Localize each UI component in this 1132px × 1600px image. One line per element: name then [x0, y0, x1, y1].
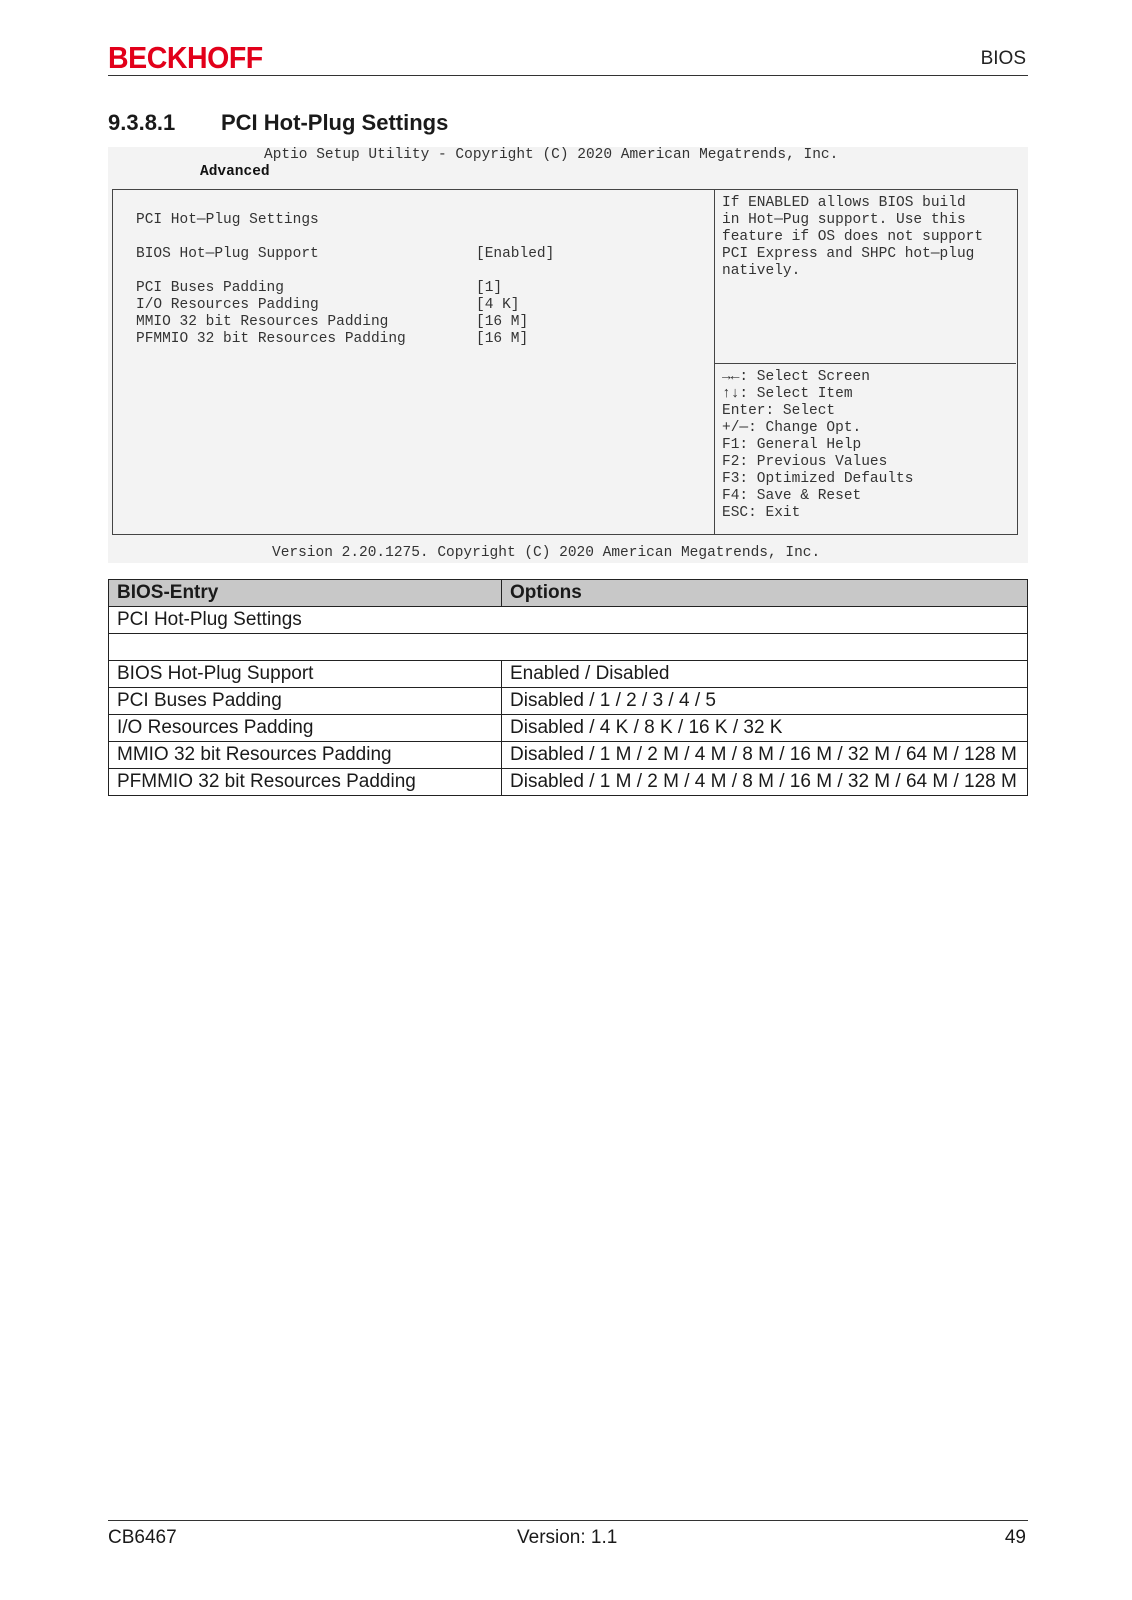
column-header-entry: BIOS-Entry [109, 580, 502, 607]
bios-item-value[interactable]: [16 M] [476, 314, 529, 330]
table-empty-cell [109, 634, 1028, 661]
bios-item-value[interactable]: [16 M] [476, 331, 529, 347]
table-cell-entry: PFMMIO 32 bit Resources Padding [109, 769, 502, 796]
bios-key-hint: →←: Select Screen [722, 369, 870, 385]
bios-options-table [108, 579, 1028, 796]
bios-help-line: If ENABLED allows BIOS build [722, 195, 966, 211]
bios-key-hint: F2: Previous Values [722, 454, 888, 470]
footer-rule [108, 1520, 1028, 1521]
bios-key-hint: Enter: Select [722, 403, 836, 419]
bios-help-line: natively. [722, 263, 801, 279]
section-title: PCI Hot-Plug Settings [221, 110, 449, 135]
column-header-options: Options [502, 580, 1028, 607]
bios-key-hint: ↑↓: Select Item [722, 386, 853, 402]
table-cell-options: Disabled / 1 M / 2 M / 4 M / 8 M / 16 M / 32 M / 64 M / 128 M [502, 742, 1028, 769]
table-cell-entry: PCI Buses Padding [109, 688, 502, 715]
bios-help-line: feature if OS does not support [722, 229, 984, 245]
bios-key-hint: +/—: Change Opt. [722, 420, 862, 436]
header-section-label: BIOS [980, 48, 1026, 69]
bios-vertical-divider [714, 189, 715, 535]
table-cell-entry: BIOS Hot-Plug Support [109, 661, 502, 688]
table-row [109, 661, 1028, 688]
bios-item-value[interactable]: [Enabled] [476, 246, 555, 262]
bios-help-line: PCI Express and SHPC hot—plug [722, 246, 975, 262]
table-header-row [109, 580, 1028, 607]
table-section-row [109, 607, 1028, 634]
bios-version-footer: Version 2.20.1275. Copyright (C) 2020 American Megatrends, Inc. [272, 545, 821, 561]
table-cell-options: Disabled / 4 K / 8 K / 16 K / 32 K [502, 715, 1028, 742]
section-number: 9.3.8.1 [108, 110, 176, 135]
bios-title: Aptio Setup Utility - Copyright (C) 2020 American Megatrends, Inc. [264, 147, 839, 163]
bios-help-line: in Hot—Pug support. Use this [722, 212, 966, 228]
table-cell-options: Enabled / Disabled [502, 661, 1028, 688]
table-row [109, 688, 1028, 715]
table-section-label: PCI Hot-Plug Settings [109, 607, 1028, 634]
beckhoff-logo: BECKHOFF [108, 40, 263, 75]
bios-item-value[interactable]: [4 K] [476, 297, 520, 313]
bios-key-hint: F1: General Help [722, 437, 862, 453]
bios-item-label[interactable]: I/O Resources Padding [136, 297, 319, 313]
table-cell-entry: MMIO 32 bit Resources Padding [109, 742, 502, 769]
bios-item-label[interactable]: PFMMIO 32 bit Resources Padding [136, 331, 406, 347]
table-cell-entry: I/O Resources Padding [109, 715, 502, 742]
bios-menu-heading: PCI Hot—Plug Settings [136, 212, 319, 228]
table-cell-options: Disabled / 1 M / 2 M / 4 M / 8 M / 16 M / 32 M / 64 M / 128 M [502, 769, 1028, 796]
bios-horizontal-divider [714, 363, 1016, 364]
bios-item-label[interactable]: MMIO 32 bit Resources Padding [136, 314, 389, 330]
table-row [109, 742, 1028, 769]
bios-item-value[interactable]: [1] [476, 280, 503, 296]
table-row [109, 715, 1028, 742]
bios-item-label[interactable]: BIOS Hot—Plug Support [136, 246, 319, 262]
header-rule [108, 75, 1028, 76]
table-row [109, 769, 1028, 796]
bios-item-label[interactable]: PCI Buses Padding [136, 280, 284, 296]
table-spacer-row [109, 634, 1028, 661]
bios-key-hint: ESC: Exit [722, 505, 801, 521]
bios-key-hint: F3: Optimized Defaults [722, 471, 914, 487]
bios-tab-advanced[interactable]: Advanced [200, 164, 270, 180]
bios-screenshot [108, 147, 1028, 563]
footer-page-number: 49 [1004, 1527, 1026, 1548]
footer-product: CB6467 [108, 1527, 177, 1548]
footer-version: Version: 1.1 [517, 1527, 618, 1548]
table-cell-options: Disabled / 1 / 2 / 3 / 4 / 5 [502, 688, 1028, 715]
bios-key-hint: F4: Save & Reset [722, 488, 862, 504]
